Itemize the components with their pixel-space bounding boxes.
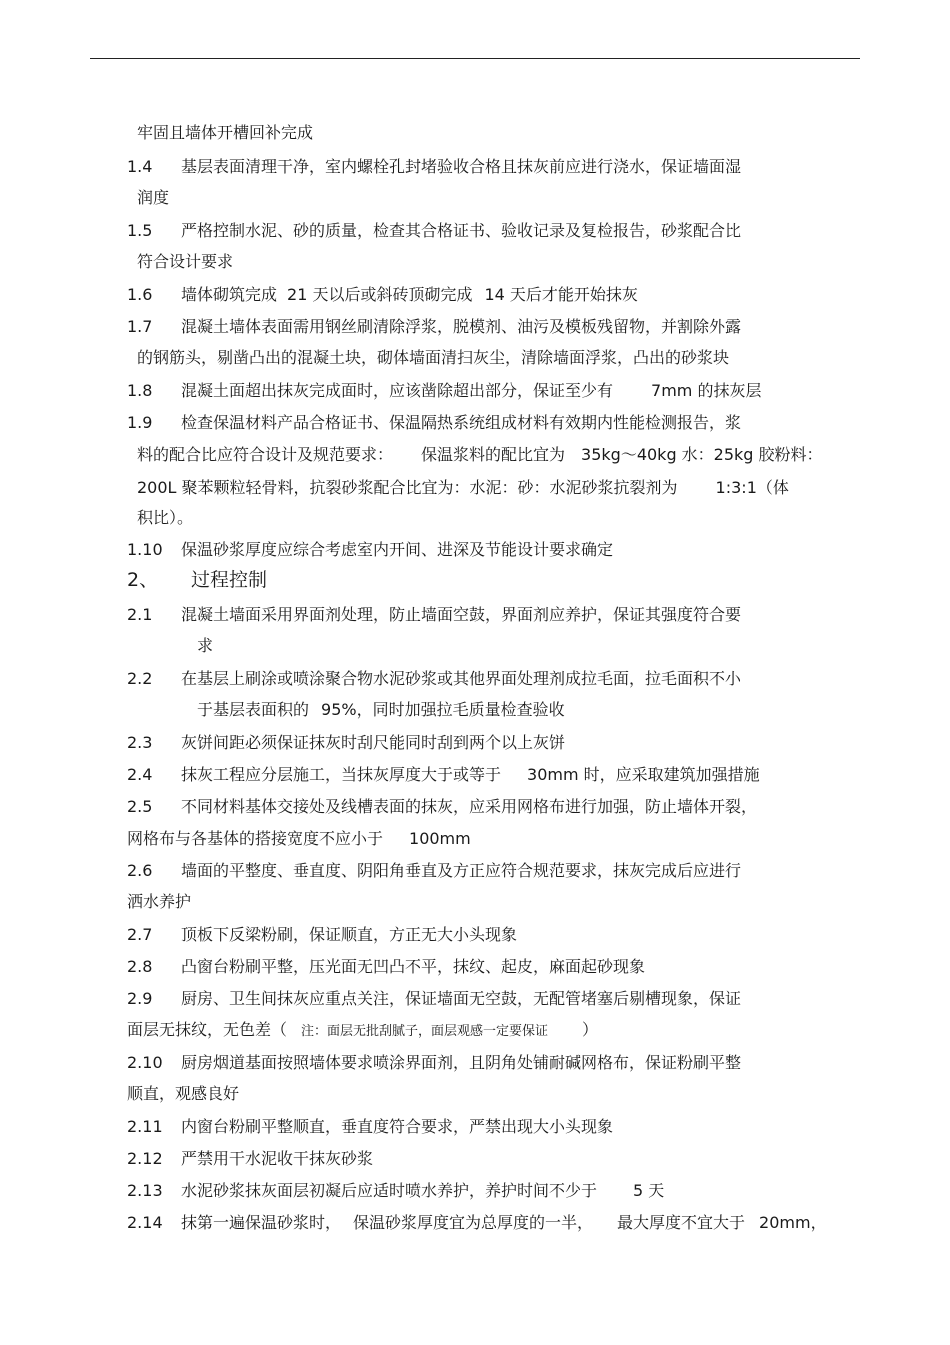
item-number: 2.1 [127,605,153,624]
text-line: 混凝土墙体表面需用钢丝刷清除浮浆，脱模剂、油污及模板残留物，并割除外露 [181,317,742,336]
text-line: 在基层上刷涂或喷涂聚合物水泥砂浆或其他界面处理剂成拉毛面，拉毛面积不小 [181,669,742,688]
text-fragment: 100mm [409,829,471,848]
text-line [127,1020,598,1042]
text-fragment: 抹第一遍保温砂浆时， [181,1213,342,1232]
item-number: 2.2 [127,669,153,688]
text-line [181,765,760,785]
text-fragment: 料的配合比应符合设计及规范要求： [137,445,394,464]
text-fragment: 95%，同时加强拉毛质量检查验收 [321,700,565,719]
text-line: 混凝土墙面采用界面剂处理，防止墙面空鼓，界面剂应养护，保证其强度符合要 [181,605,742,624]
item-number: 2.9 [127,989,153,1008]
text-fragment: 网格布与各基体的搭接宽度不应小于 [127,829,384,848]
text-line: 凸窗台粉刷平整，压光面无凹凸不平，抹纹、起皮，麻面起砂现象 [181,957,646,976]
text-line [127,829,471,849]
text-line: 顶板下反梁粉刷，保证顺直，方正无大小头现象 [181,925,518,944]
text-fragment: 水泥砂浆抹灰面层初凝后应适时喷水养护，养护时间不少于 [181,1181,598,1200]
item-number: 1.10 [127,540,163,559]
note-text: 注：面层无批刮腻子，面层观感一定要保证 [301,1024,549,1039]
text-line [181,1213,827,1233]
text-fragment: 最大厚度不宜大于 [617,1213,746,1232]
text-line: 不同材料基体交接处及线槽表面的抹灰，应采用网格布进行加强，防止墙体开裂， [181,797,758,816]
text-line: 墙面的平整度、垂直度、阴阳角垂直及方正应符合规范要求，抹灰完成后应进行 [181,861,742,880]
text-line: 积比）。 [137,508,194,527]
item-number: 1.9 [127,413,153,432]
text-line: 牢固且墙体开槽回补完成 [137,123,314,142]
item-number: 2.13 [127,1181,163,1200]
item-number: 2.12 [127,1149,163,1168]
item-number: 1.8 [127,381,153,400]
text-line: 厨房烟道基面按照墙体要求喷涂界面剂，且阴角处铺耐碱网格布，保证粉刷平整 [181,1053,742,1072]
item-number: 2.11 [127,1117,163,1136]
text-fragment: 1:3:1（体 [715,478,789,497]
text-line: 检查保温材料产品合格证书、保温隔热系统组成材料有效期内性能检测报告，浆 [181,413,742,432]
text-line [181,285,638,305]
text-line: 灰饼间距必须保证抹灰时刮尺能同时刮到两个以上灰饼 [181,733,566,752]
text-line: 严格控制水泥、砂的质量，检查其合格证书、验收记录及复检报告，砂浆配合比 [181,221,742,240]
section-number: 2、 [127,569,159,591]
text-line: 求 [197,636,214,655]
section-title: 过程控制 [191,569,268,591]
text-fragment: 200L 聚苯颗粒轻骨料，抗裂砂浆配合比宜为：水泥：砂：水泥砂浆抗裂剂为 [137,478,678,497]
text-fragment: 混凝土面超出抹灰完成面时，应该凿除超出部分，保证至少有 [181,381,614,400]
item-number: 1.4 [127,157,153,176]
text-fragment: 35kg～40kg 水：25kg 胶粉料： [581,445,823,464]
item-number: 2.5 [127,797,153,816]
text-fragment: 于基层表面积的 [197,700,310,719]
text-fragment: 面层无抹纹，无色差（ [127,1020,288,1039]
text-line [197,700,565,720]
text-line: 基层表面清理干净，室内螺栓孔封堵验收合格且抹灰前应进行浇水，保证墙面湿 [181,157,742,176]
text-fragment: 保温砂浆厚度宜为总厚度的一半， [353,1213,594,1232]
text-line: 润度 [137,188,170,207]
text-fragment: 30mm 时，应采取建筑加强措施 [527,765,760,784]
text-fragment: 墙体砌筑完成 [181,285,278,304]
text-fragment: 21 天以后或斜砖顶砌完成 [287,285,473,304]
text-line [137,478,789,498]
text-line [181,1181,664,1201]
text-line: 洒水养护 [127,892,192,911]
text-fragment: 5 天 [633,1181,665,1200]
item-number: 2.14 [127,1213,163,1232]
text-line: 保温砂浆厚度应综合考虑室内开间、进深及节能设计要求确定 [181,540,614,559]
text-fragment: 14 天后才能开始抹灰 [484,285,638,304]
item-number: 2.6 [127,861,153,880]
text-fragment: 保温浆料的配比宜为 [421,445,566,464]
text-line: 厨房、卫生间抹灰应重点关注，保证墙面无空鼓，无配管堵塞后剔槽现象，保证 [181,989,742,1008]
text-line: 的钢筋头，剔凿凸出的混凝土块，砌体墙面清扫灰尘，清除墙面浮浆，凸出的砂浆块 [137,348,730,367]
item-number: 2.8 [127,957,153,976]
item-number: 1.6 [127,285,153,304]
text-fragment: 20mm， [759,1213,827,1232]
text-line [181,381,761,401]
text-fragment: ） [582,1020,599,1039]
text-line: 顺直，观感良好 [127,1084,240,1103]
text-fragment: 抹灰工程应分层施工，当抹灰厚度大于或等于 [181,765,502,784]
item-number: 2.10 [127,1053,163,1072]
header-rule [90,58,860,59]
text-line [137,445,823,465]
item-number: 1.7 [127,317,153,336]
item-number: 2.3 [127,733,153,752]
text-line: 严禁用干水泥收干抹灰砂浆 [181,1149,374,1168]
text-line: 符合设计要求 [137,252,234,271]
item-number: 2.7 [127,925,153,944]
item-number: 1.5 [127,221,153,240]
item-number: 2.4 [127,765,153,784]
text-line: 内窗台粉刷平整顺直，垂直度符合要求，严禁出现大小头现象 [181,1117,614,1136]
text-fragment: 7mm 的抹灰层 [651,381,762,400]
